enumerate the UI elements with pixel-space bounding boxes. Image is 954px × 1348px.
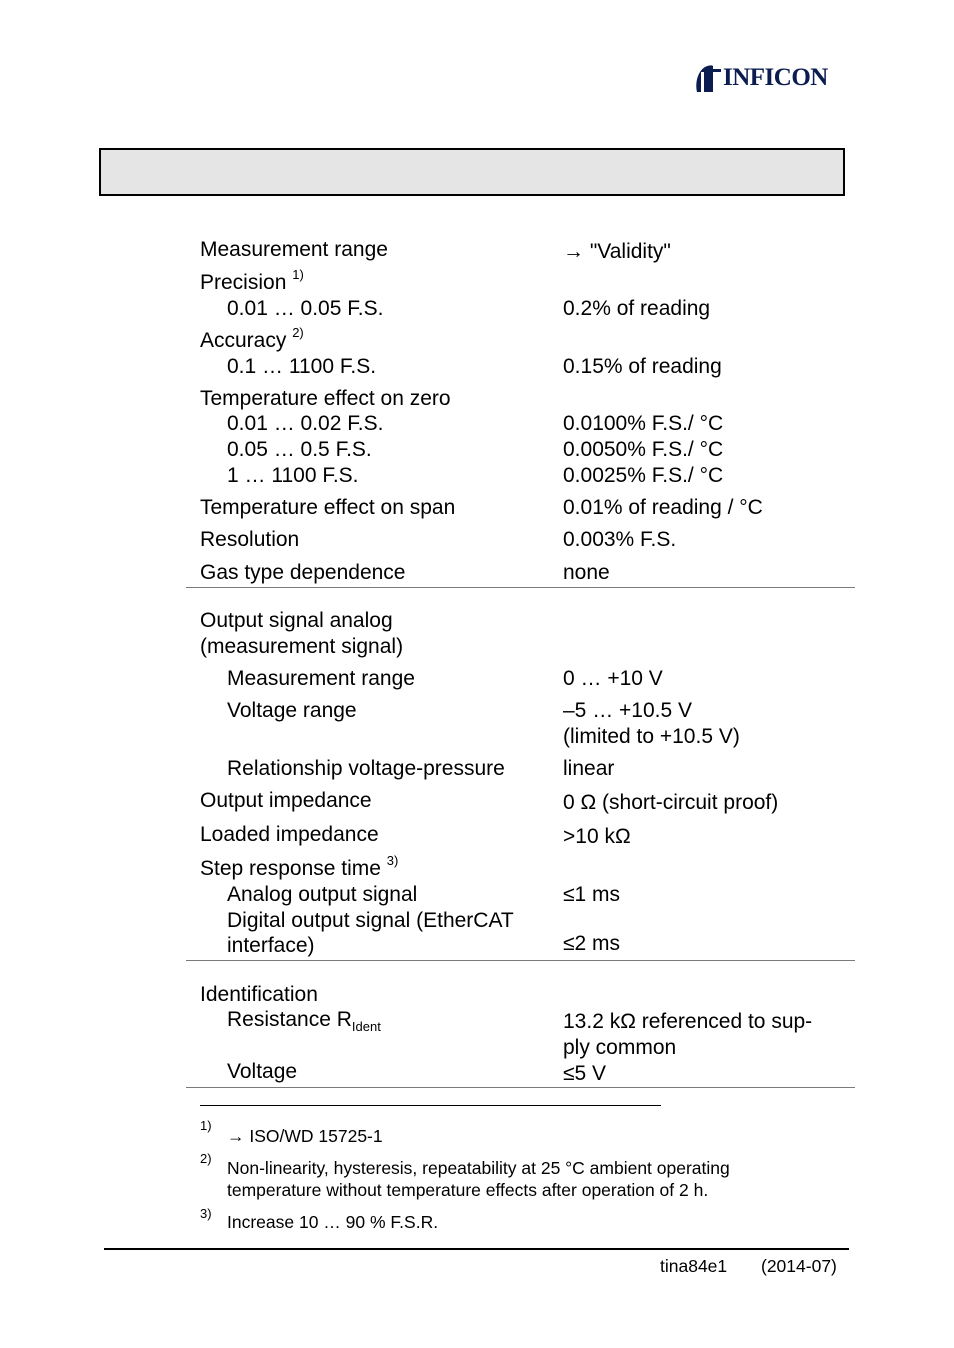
- footnote-3-mark: 3): [200, 1206, 212, 1221]
- digital-output-label-2: interface): [227, 934, 315, 957]
- footnote-separator: [200, 1105, 661, 1106]
- digital-output-label: Digital output signal (EtherCAT: [227, 909, 514, 932]
- analog-output-label: Analog output signal: [227, 883, 418, 906]
- output-impedance-value: 0 Ω (short-circuit proof): [563, 791, 779, 814]
- resolution-label: Resolution: [200, 528, 300, 551]
- footnote-2-text: Non-linearity, hysteresis, repeatability at 25 °C ambient operating: [227, 1158, 730, 1178]
- temp-zero-range-1: 0.01 … 0.02 F.S.: [227, 412, 384, 435]
- measurement-range-value: → "Validity": [563, 240, 671, 263]
- footnote-1-text: → ISO/WD 15725-1: [227, 1126, 383, 1146]
- gas-dependence-label: Gas type dependence: [200, 561, 406, 584]
- precision-value: 0.2% of reading: [563, 297, 711, 320]
- loaded-impedance-value: >10 kΩ: [563, 825, 631, 848]
- analog-output-value: ≤1 ms: [563, 883, 621, 906]
- voltage-label: Voltage: [227, 1060, 298, 1083]
- accuracy-value: 0.15% of reading: [563, 355, 722, 378]
- voltage-range-label: Voltage range: [227, 699, 357, 722]
- inficon-logo-mark-icon: [693, 62, 723, 96]
- temp-zero-value-3: 0.0025% F.S./ °C: [563, 464, 724, 487]
- gas-dependence-value: none: [563, 561, 610, 584]
- logo-wordmark: INFICON: [723, 64, 828, 91]
- accuracy-range: 0.1 … 1100 F.S.: [227, 355, 377, 378]
- footnote-1-mark: 1): [200, 1118, 212, 1133]
- footer-date: (2014-07): [761, 1256, 837, 1276]
- relationship-value: linear: [563, 757, 615, 780]
- table-divider: [186, 1087, 855, 1088]
- footer-doc-id: tina84e1: [660, 1256, 728, 1276]
- footnote-2-mark: 2): [200, 1151, 212, 1166]
- identification-label: Identification: [200, 983, 318, 1006]
- temp-zero-range-2: 0.05 … 0.5 F.S.: [227, 438, 372, 461]
- footnote-2-text-2: temperature without temperature effects after operation of 2 h.: [227, 1180, 709, 1200]
- precision-footnote-ref: 1): [292, 267, 304, 282]
- resistance-value-2: ply common: [563, 1036, 677, 1059]
- loaded-impedance-label: Loaded impedance: [200, 823, 379, 846]
- inficon-logo: [693, 62, 849, 96]
- resolution-value: 0.003% F.S.: [563, 528, 677, 551]
- step-response-label: Step response time $^{3)}$: [200, 853, 399, 880]
- digital-output-value: ≤2 ms: [563, 932, 621, 955]
- output-measurement-range-label: Measurement range: [227, 667, 415, 690]
- temp-span-value: 0.01% of reading / °C: [563, 496, 763, 519]
- voltage-range-value: –5 … +10.5 V: [563, 699, 693, 722]
- table-divider: [186, 587, 855, 588]
- temp-zero-label: Temperature effect on zero: [200, 387, 451, 410]
- resistance-value: 13.2 kΩ referenced to sup-: [563, 1010, 813, 1033]
- section-title-box: [99, 148, 845, 196]
- output-measurement-range-value: 0 … +10 V: [563, 667, 663, 690]
- resistance-label: Resistance $R_{Ident}$: [227, 1008, 381, 1035]
- output-signal-label: Output signal analog: [200, 609, 393, 632]
- measurement-range-label: Measurement range: [200, 238, 388, 261]
- accuracy-footnote-ref: 2): [292, 325, 304, 340]
- precision-range: 0.01 … 0.05 F.S.: [227, 297, 384, 320]
- footer-rule: [104, 1248, 849, 1250]
- voltage-value: ≤5 V: [563, 1062, 607, 1085]
- voltage-range-limit: (limited to +10.5 V): [563, 725, 740, 748]
- precision-label: Precision $^{1)}$: [200, 267, 304, 294]
- resistance-subscript: Ident: [351, 1019, 381, 1035]
- temp-span-label: Temperature effect on span: [200, 496, 456, 519]
- relationship-label: Relationship voltage-pressure: [227, 757, 505, 780]
- step-footnote-ref: 3): [386, 853, 399, 868]
- temp-zero-value-1: 0.0100% F.S./ °C: [563, 412, 724, 435]
- accuracy-label: Accuracy $^{2)}$: [200, 325, 304, 352]
- temp-zero-value-2: 0.0050% F.S./ °C: [563, 438, 724, 461]
- footnote-3-text: Increase 10 … 90 % F.S.R.: [227, 1212, 439, 1232]
- output-signal-label-2: (measurement signal): [200, 635, 404, 658]
- table-divider: [186, 960, 855, 961]
- output-impedance-label: Output impedance: [200, 789, 372, 812]
- temp-zero-range-3: 1 … 1100 F.S.: [227, 464, 359, 487]
